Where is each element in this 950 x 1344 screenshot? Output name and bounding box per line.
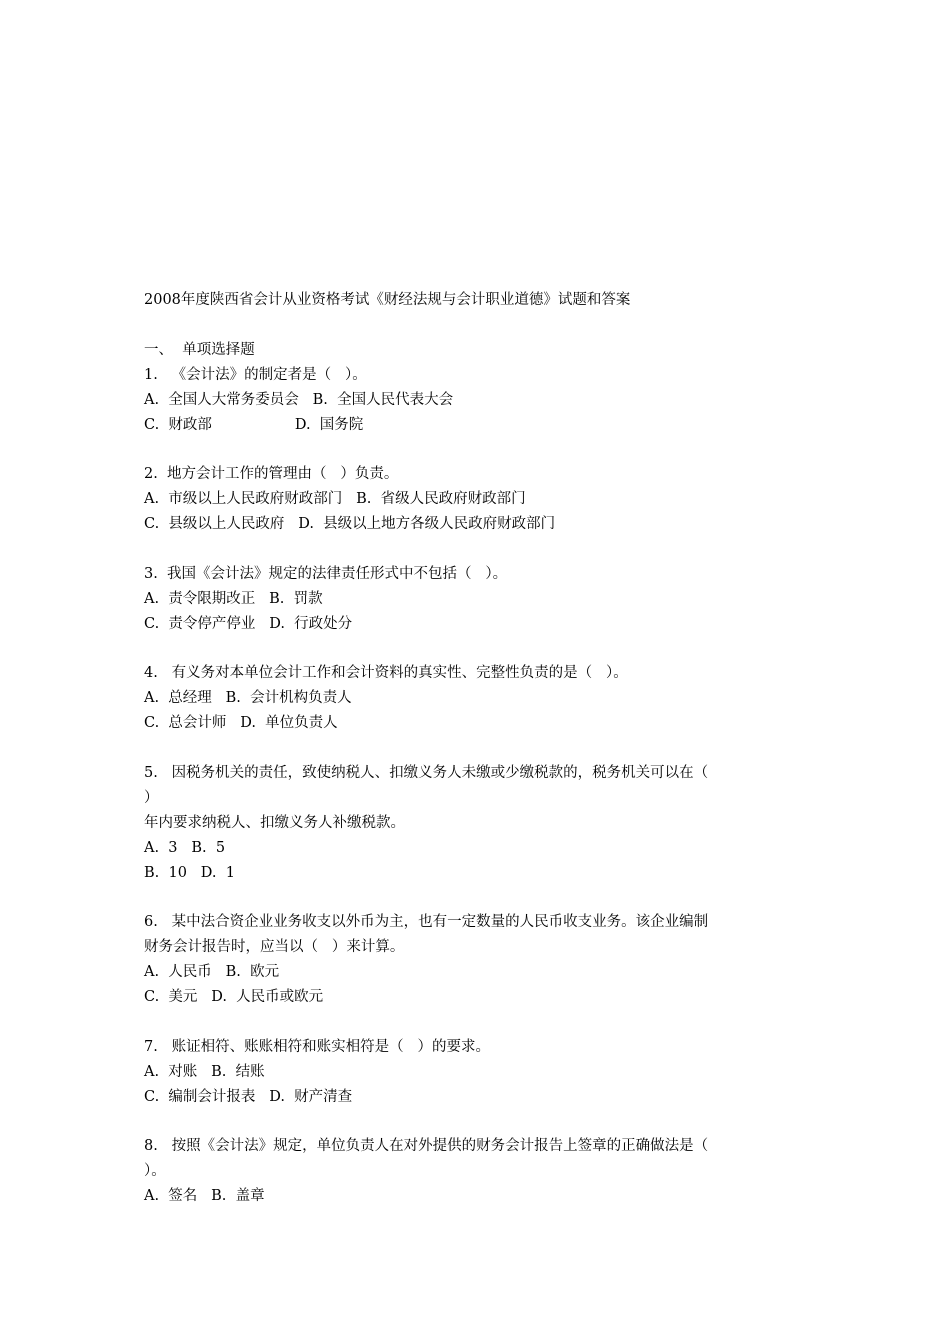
question-2: 2. 地方会计工作的管理由（ ）负责。 bbox=[144, 466, 399, 482]
section-heading: 一、 单项选择题 bbox=[144, 342, 255, 358]
question-1-options-ab: A. 全国人大常务委员会 B. 全国人民代表大会 bbox=[144, 392, 454, 408]
question-7-options-ab: A. 对账 B. 结账 bbox=[144, 1064, 265, 1080]
question-6-options-cd: C. 美元 D. 人民币或欧元 bbox=[144, 989, 324, 1005]
question-3-options-cd: C. 责令停产停业 D. 行政处分 bbox=[144, 616, 353, 632]
question-1: 1. 《会计法》的制定者是（ ）。 bbox=[144, 367, 367, 383]
question-5-continued: ） bbox=[144, 790, 159, 806]
question-5: 5. 因税务机关的责任，致使纳税人、扣缴义务人未缴或少缴税款的，税务机关可以在（ bbox=[144, 765, 709, 781]
question-7: 7. 账证相符、账账相符和账实相符是（ ）的要求。 bbox=[144, 1039, 490, 1055]
question-6-continued: 财务会计报告时，应当以（ ）来计算。 bbox=[144, 939, 405, 955]
question-3: 3. 我国《会计法》规定的法律责任形式中不包括（ ）。 bbox=[144, 566, 508, 582]
question-5-continued-2: 年内要求纳税人、扣缴义务人补缴税款。 bbox=[144, 815, 405, 831]
question-5-options-ab: A. 3 B. 5 bbox=[144, 840, 226, 856]
question-2-options-ab: A. 市级以上人民政府财政部门 B. 省级人民政府财政部门 bbox=[144, 491, 526, 507]
document-title: 2008年度陕西省会计从业资格考试《财经法规与会计职业道德》试题和答案 bbox=[144, 292, 631, 308]
question-8-options-ab: A. 签名 B. 盖章 bbox=[144, 1188, 265, 1204]
question-8: 8. 按照《会计法》规定，单位负责人在对外提供的财务会计报告上签章的正确做法是（ bbox=[144, 1138, 709, 1154]
question-6: 6. 某中法合资企业业务收支以外币为主，也有一定数量的人民币收支业务。该企业编制 bbox=[144, 914, 709, 930]
question-3-options-ab: A. 责令限期改正 B. 罚款 bbox=[144, 591, 323, 607]
question-4: 4. 有义务对本单位会计工作和会计资料的真实性、完整性负责的是（ ）。 bbox=[144, 665, 628, 681]
question-1-options-cd: C. 财政部 D. 国务院 bbox=[144, 417, 364, 433]
question-4-options-ab: A. 总经理 B. 会计机构负责人 bbox=[144, 690, 352, 706]
question-4-options-cd: C. 总会计师 D. 单位负责人 bbox=[144, 715, 338, 731]
question-2-options-cd: C. 县级以上人民政府 D. 县级以上地方各级人民政府财政部门 bbox=[144, 516, 556, 532]
question-8-continued: ）。 bbox=[144, 1163, 166, 1179]
question-6-options-ab: A. 人民币 B. 欧元 bbox=[144, 964, 280, 980]
question-7-options-cd: C. 编制会计报表 D. 财产清查 bbox=[144, 1089, 353, 1105]
question-5-options-cd: B. 10 D. 1 bbox=[144, 865, 235, 881]
